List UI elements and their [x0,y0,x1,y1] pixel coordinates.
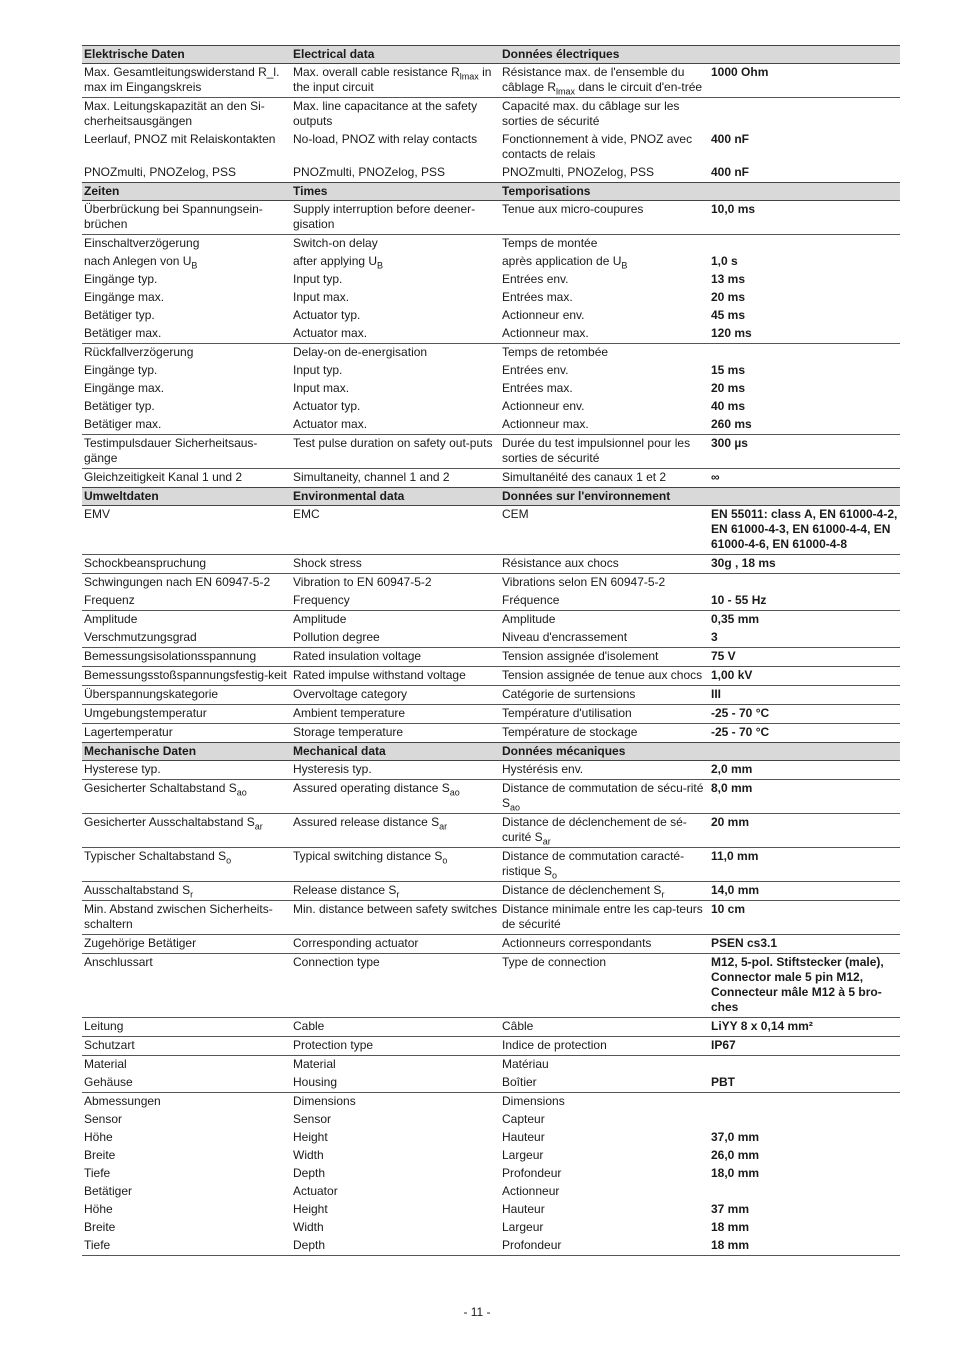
cell-english: PNOZmulti, PNOZelog, PSS [293,165,446,179]
cell-english: Min. distance between safety switches [291,901,500,935]
section-header-german: Mechanische Daten [82,743,291,761]
cell-value [709,1183,900,1201]
cell-english: Width [293,1220,324,1234]
table-row [82,506,900,555]
section-header-row [82,183,900,201]
cell-value: 10,0 ms [711,202,756,216]
cell-german: Breite [84,1148,116,1162]
cell-french: Entrées max. [502,381,573,395]
table-row [82,705,900,724]
cell-english: Height [293,1130,328,1144]
table-row [82,98,900,132]
cell-value [709,1056,900,1075]
cell-german: Eingänge max. [84,381,165,395]
section-header-english: Times [291,183,500,201]
cell-german: Schockbeanspruchung [82,555,291,574]
table-row [82,469,900,488]
cell-french: Durée du test impulsionnel pour les sorties de sécurité [500,435,709,469]
cell-french: Vibrations selon EN 60947-5-2 [500,574,709,593]
cell-value: 20 ms [711,381,746,395]
table-row [82,1129,900,1147]
table-row [82,1037,900,1056]
cell-value: IP67 [709,1037,900,1056]
cell-french: Simultanéité des canaux 1 et 2 [500,469,709,488]
cell-german: Betätiger typ. [84,308,155,322]
cell-value [709,1111,900,1129]
table-row [82,814,900,848]
cell-french: Câble [500,1018,709,1037]
cell-value: PSEN cs3.1 [709,935,900,954]
cell-german: Schutzart [82,1037,291,1056]
cell-french: Niveau d'encrassement [502,630,628,644]
section-header-english: Mechanical data [291,743,500,761]
cell-value: III [709,686,900,705]
cell-french: Fréquence [502,593,560,607]
cell-english: Max. line capacitance at the safety outputs [291,98,500,132]
cell-german: Max. Leitungskapazität an den Si-cherheitsausgängen [82,98,291,132]
section-header-french: Données sur l'environnement [500,488,709,506]
cell-german: Eingänge max. [84,290,165,304]
cell-german: Schwingungen nach EN 60947-5-2 [82,574,291,593]
cell-value: 10 - 55 Hz [711,593,767,607]
cell-french: Fonctionnement à vide, PNOZ avec contacts de relais [502,132,693,161]
table-row [82,64,900,98]
table-row [82,1111,900,1129]
cell-value: M12, 5-pol. Stiftstecker (male), Connector male 5 pin M12, Connecteur mâle M12 à 5 bro-ches [709,954,900,1018]
cell-english: Sensor [293,1112,332,1126]
cell-french: Profondeur [500,1237,709,1256]
cell-english: Protection type [291,1037,500,1056]
cell-english: Max. overall cable resistance $R_{lmax}$ in the input circuit [293,65,492,94]
table-row [82,555,900,574]
section-header-german: Zeiten [82,183,291,201]
cell-value: -25 - 70 °C [709,724,900,743]
cell-german: Ausschaltabstand $S_r$ [82,882,291,901]
cell-german: Höhe [84,1130,113,1144]
cell-value: 40 ms [711,399,746,413]
cell-value: 75 V [709,648,900,667]
table-row [82,344,900,363]
cell-french: Tension assignée de tenue aux chocs [500,667,709,686]
cell-english: Supply interruption before deener-gisation [293,202,476,231]
section-header-french: Données mécaniques [500,743,709,761]
table-row [82,398,900,416]
cell-german: Max. Gesamtleitungswiderstand R_l. max im Eingangskreis [84,65,280,94]
cell-french: Actionneur [502,1184,560,1198]
table-row [82,1183,900,1201]
cell-english: Amplitude [291,611,500,630]
cell-english: Rated impulse withstand voltage [291,667,500,686]
cell-german: Zugehörige Betätiger [82,935,291,954]
cell-value: 120 ms [711,326,752,340]
cell-value: 26,0 mm [711,1148,760,1162]
table-row [82,1201,900,1219]
cell-french: Matériau [500,1056,709,1075]
cell-french: Boîtier [502,1075,537,1089]
cell-french: CEM [502,507,529,521]
cell-french: Hauteur [502,1202,545,1216]
section-header-english: Electrical data [291,46,500,64]
cell-value [709,344,900,363]
section-header-row [82,46,900,64]
cell-value: 1000 Ohm [711,65,769,79]
cell-english: Assured operating distance $S_{ao}$ [291,780,500,814]
table-row [82,1219,900,1237]
cell-german: Amplitude [82,611,291,630]
table-row [82,667,900,686]
cell-value: 15 ms [711,363,746,377]
cell-french: Dimensions [500,1093,709,1112]
table-row [82,686,900,705]
cell-french: Résistance max. de l'ensemble du câblage $R_{lmax}$ dans le circuit d'en-trée [502,65,703,97]
page-number: - 11 - [463,1305,491,1319]
cell-french: Température de stockage [500,724,709,743]
table-row [82,648,900,667]
cell-french: Tenue aux micro-coupures [502,202,644,216]
table-row [82,325,900,344]
cell-english: Input max. [293,290,350,304]
cell-value: 30g , 18 ms [709,555,900,574]
cell-german: EMV [84,507,111,521]
cell-value: 8,0 mm [709,780,900,814]
cell-english: Rated insulation voltage [291,648,500,667]
cell-french: Temps de retombée [500,344,709,363]
cell-french: Temps de montée [500,235,709,254]
cell-german: Tiefe [84,1166,111,1180]
cell-value [709,574,900,593]
cell-german: Einschaltverzögerung [82,235,291,254]
table-row [82,724,900,743]
cell-french: Type de connection [500,954,709,1018]
cell-french: Hystérésis env. [502,762,584,776]
cell-value: 10 cm [709,901,900,935]
cell-english: Corresponding actuator [291,935,500,954]
cell-english: Release distance $S_r$ [291,882,500,901]
cell-german: Frequenz [84,593,135,607]
cell-german: Gesicherter Ausschaltabstand $S_{ar}$ [82,814,291,848]
cell-english: EMC [293,507,320,521]
cell-german: Gleichzeitigkeit Kanal 1 und 2 [82,469,291,488]
table-row [82,592,900,611]
cell-english: Actuator typ. [293,308,361,322]
technical-data-table [82,45,900,1256]
cell-english: Height [293,1202,328,1216]
section-header-value [709,183,900,201]
cell-english: Delay-on de-energisation [291,344,500,363]
cell-english: Assured release distance $S_{ar}$ [291,814,500,848]
cell-english: Housing [293,1075,338,1089]
cell-english: Actuator [293,1184,338,1198]
cell-german: Überspannungskategorie [82,686,291,705]
cell-value: 18 mm [709,1237,900,1256]
cell-french: Résistance aux chocs [500,555,709,574]
cell-value: 18 mm [711,1220,750,1234]
cell-english: Actuator max. [293,326,368,340]
section-header-german: Elektrische Daten [82,46,291,64]
cell-value: 400 nF [711,165,750,179]
cell-english: Hysteresis typ. [293,762,372,776]
cell-english: Test pulse duration on safety out-puts [291,435,500,469]
cell-french: Distance de déclenchement $S_r$ [500,882,709,901]
table-row [82,1237,900,1256]
table-row [82,848,900,882]
cell-german: Hysterese typ. [84,762,161,776]
cell-english: Connection type [291,954,500,1018]
table-row [82,253,900,271]
cell-german: Betätiger [84,1184,133,1198]
cell-german: Eingänge typ. [84,363,158,377]
cell-german: Abmessungen [82,1093,291,1112]
cell-french: Tension assignée d'isolement [500,648,709,667]
cell-english: after applying $U_B$ [293,254,384,271]
cell-german: Gesicherter Schaltabstand $S_{ao}$ [82,780,291,814]
cell-english: Input max. [293,381,350,395]
cell-english: Cable [291,1018,500,1037]
cell-german: Betätiger max. [84,417,162,431]
cell-german: Eingänge typ. [84,272,158,286]
cell-value: -25 - 70 °C [709,705,900,724]
cell-french: Catégorie de surtensions [500,686,709,705]
table-row [82,1147,900,1165]
section-header-value [709,46,900,64]
table-row [82,882,900,901]
cell-german: Min. Abstand zwischen Sicherheits-schaltern [82,901,291,935]
table-row [82,271,900,289]
cell-english: Depth [293,1166,326,1180]
section-header-french: Temporisations [500,183,709,201]
cell-value: 1,00 kV [709,667,900,686]
cell-english: Dimensions [291,1093,500,1112]
cell-value [709,235,900,254]
cell-french: Profondeur [502,1166,562,1180]
cell-english: Depth [291,1237,500,1256]
cell-value: 11,0 mm [709,848,900,882]
cell-english: Ambient temperature [291,705,500,724]
cell-value [709,98,900,132]
table-row [82,435,900,469]
cell-french: Entrées max. [502,290,573,304]
table-row [82,574,900,593]
cell-value: 400 nF [711,132,750,146]
cell-german: Leitung [82,1018,291,1037]
table-row [82,629,900,648]
table-row [82,380,900,398]
cell-value: 13 ms [711,272,746,286]
cell-english: Shock stress [291,555,500,574]
cell-german: Lagertemperatur [82,724,291,743]
cell-value: 3 [711,630,718,644]
cell-german: Bemessungsisolationsspannung [82,648,291,667]
table-row [82,954,900,1018]
table-row [82,1165,900,1183]
cell-french: Actionneurs correspondants [500,935,709,954]
cell-english: Switch-on delay [291,235,500,254]
cell-value: 14,0 mm [709,882,900,901]
cell-french: Distance de commutation caracté-ristique $S_o$ [500,848,709,882]
table-row [82,611,900,630]
table-row [82,362,900,380]
cell-value: 37,0 mm [711,1130,760,1144]
section-header-row [82,743,900,761]
cell-french: Distance minimale entre les cap-teurs de sécurité [500,901,709,935]
cell-german: Leerlauf, PNOZ mit Relaiskontakten [84,132,276,146]
table-row [82,235,900,254]
cell-value: EN 55011: class A, EN 61000-4-2, EN 61000-4-3, EN 61000-4-4, EN 61000-4-6, EN 61000-4-8 [711,507,898,551]
cell-value: LiYY 8 x 0,14 mm² [709,1018,900,1037]
cell-value: 20 mm [709,814,900,848]
cell-french: Actionneur max. [502,326,589,340]
cell-french: Largeur [502,1220,544,1234]
section-header-row [82,488,900,506]
table-row [82,780,900,814]
cell-french: Hauteur [502,1130,545,1144]
cell-french: Température d'utilisation [500,705,709,724]
cell-german: Verschmutzungsgrad [84,630,197,644]
cell-german: Breite [84,1220,116,1234]
cell-english: Width [293,1148,324,1162]
cell-french: Indice de protection [500,1037,709,1056]
section-header-value [709,488,900,506]
cell-english: Frequency [293,593,350,607]
table-row [82,901,900,935]
cell-german: Umgebungstemperatur [82,705,291,724]
cell-french: Distance de commutation de sécu-rité $S_{ao}$ [500,780,709,814]
cell-french: PNOZmulti, PNOZelog, PSS [502,165,655,179]
cell-english: No-load, PNOZ with relay contacts [293,132,478,146]
table-row [82,416,900,435]
table-row [82,761,900,780]
cell-german: Betätiger max. [84,326,162,340]
cell-value: 300 µs [709,435,900,469]
cell-english: Typical switching distance $S_o$ [291,848,500,882]
technical-data-sheet [82,45,900,1256]
cell-english: Actuator typ. [293,399,361,413]
cell-french: Capteur [502,1112,545,1126]
cell-french: Entrées env. [502,363,569,377]
cell-german: Sensor [84,1112,123,1126]
cell-value: PBT [711,1075,735,1089]
cell-german: Bemessungsstoßspannungsfestig-keit [82,667,291,686]
cell-german: Typischer Schaltabstand $S_o$ [82,848,291,882]
table-row [82,1074,900,1093]
cell-value: ∞ [709,469,900,488]
cell-german: Anschlussart [82,954,291,1018]
cell-value: 1,0 s [711,254,738,268]
cell-english: Input typ. [293,272,343,286]
cell-value [709,1093,900,1112]
cell-value: 260 ms [711,417,752,431]
cell-english: Actuator max. [293,417,368,431]
cell-german: Betätiger typ. [84,399,155,413]
cell-french: Actionneur max. [502,417,589,431]
cell-german: Gehäuse [84,1075,133,1089]
cell-english: Material [291,1056,500,1075]
cell-french: Largeur [502,1148,544,1162]
cell-value: 2,0 mm [711,762,753,776]
section-header-value [709,743,900,761]
cell-german: Höhe [84,1202,113,1216]
cell-english: Vibration to EN 60947-5-2 [291,574,500,593]
cell-german: Überbrückung bei Spannungsein-brüchen [84,202,263,231]
table-row [82,289,900,307]
cell-french: Capacité max. du câblage sur les sorties de sécurité [500,98,709,132]
table-row [82,1018,900,1037]
cell-english: Pollution degree [293,630,380,644]
cell-french: Distance de déclenchement de sé-curité $S_{ar}$ [500,814,709,848]
table-row [82,131,900,164]
cell-english: Input typ. [293,363,343,377]
cell-value: 45 ms [711,308,746,322]
cell-english: Overvoltage category [291,686,500,705]
cell-french: Actionneur env. [502,308,585,322]
cell-french: après application de $U_B$ [502,254,628,271]
cell-value: 0,35 mm [709,611,900,630]
table-row [82,164,900,183]
cell-german: Tiefe [82,1237,291,1256]
table-row [82,1056,900,1075]
table-row [82,307,900,325]
cell-french: Amplitude [500,611,709,630]
cell-french: Entrées env. [502,272,569,286]
cell-value: 18,0 mm [711,1166,760,1180]
cell-value: 37 mm [711,1202,750,1216]
cell-german: Testimpulsdauer Sicherheitsaus-gänge [82,435,291,469]
cell-german: Rückfallverzögerung [82,344,291,363]
cell-german: nach Anlegen von $U_B$ [84,254,198,271]
cell-english: Simultaneity, channel 1 and 2 [291,469,500,488]
section-header-german: Umweltdaten [82,488,291,506]
cell-german: PNOZmulti, PNOZelog, PSS [84,165,237,179]
cell-value: 20 ms [711,290,746,304]
table-row [82,1093,900,1112]
table-row [82,935,900,954]
cell-german: Material [82,1056,291,1075]
section-header-english: Environmental data [291,488,500,506]
cell-english: Storage temperature [291,724,500,743]
cell-french: Actionneur env. [502,399,585,413]
table-row [82,201,900,235]
section-header-french: Données électriques [500,46,709,64]
